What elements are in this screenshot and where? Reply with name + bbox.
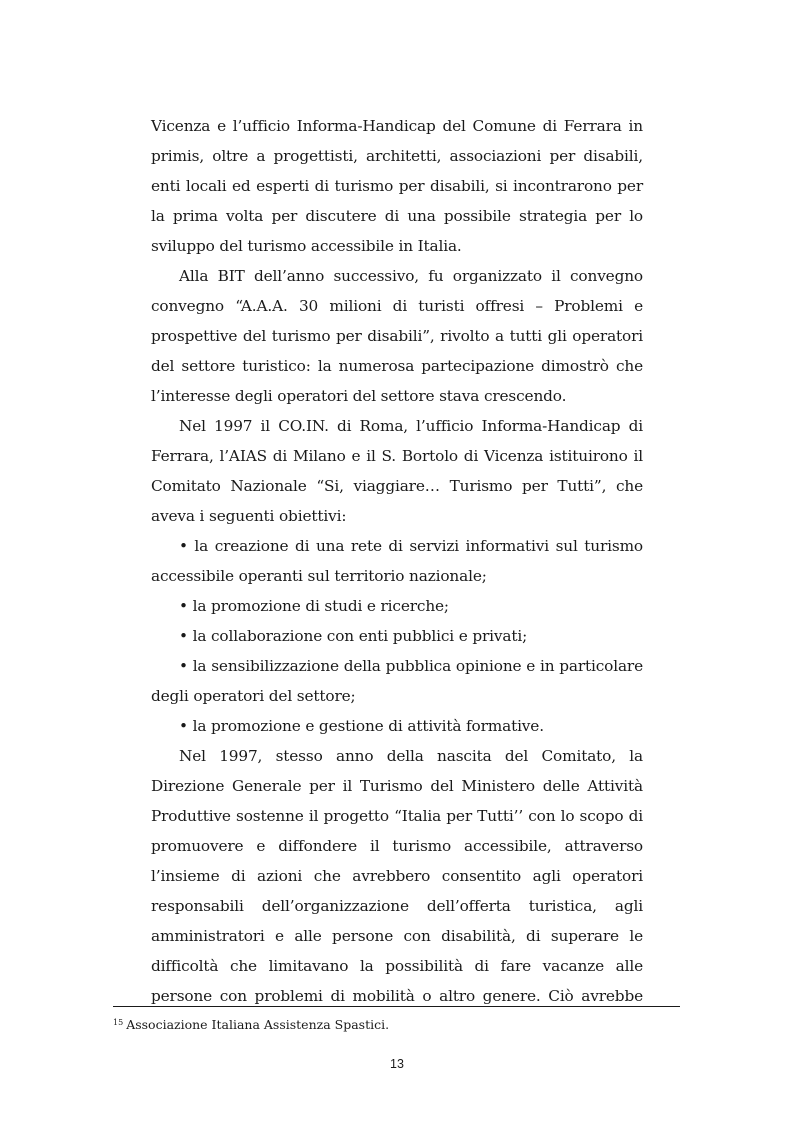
paragraph: Alla BIT dell’anno successivo, fu organizzato il convegno convegno “A.A.A. 30 milioni di turisti offresi – Problemi e prospettive del turismo per disabili”, rivolto a tutti gli operatori del settore turistico: la numerosa partecipazione dimostrò che l’interesse degli operatori del settore stava crescendo. [151, 267, 643, 405]
footnote [113, 1015, 389, 1033]
footnote-separator [113, 1006, 680, 1007]
bullet-item: • la sensibilizzazione della pubblica opinione e in particolare degli operatori del settore; [151, 657, 643, 705]
bullet-item: • la promozione e gestione di attività formative. [179, 717, 544, 735]
main-text [151, 111, 643, 1011]
paragraph: Nel 1997, stesso anno della nascita del Comitato, la Direzione Generale per il Turismo del Ministero delle Attività Produttive sostenne il progetto “Italia per Tutti’’ con lo scopo di promuovere e diffondere il turismo accessibile, attraverso l’insieme di azioni che avrebbero consentito agli operatori responsabili dell’organizzazione dell’offerta turistica, agli amministratori e alle persone con disabilità, di superare le difficoltà che limitavano la possibilità di fare vacanze alle persone con problemi di mobilità o altro genere. Ciò avrebbe [151, 747, 643, 1005]
bullet-item: • la collaborazione con enti pubblici e privati; [179, 627, 528, 645]
footnote-text: Associazione Italiana Assistenza Spastici. [126, 1017, 390, 1032]
footnote-number: 15 [113, 1018, 124, 1027]
paragraph: Nel 1997 il CO.IN. di Roma, l’ufficio Informa-Handicap di Ferrara, l’AIAS di Milano e il S. Bortolo di Vicenza istituirono il Comitato Nazionale “Si, viaggiare… Turismo per Tutti”, che aveva i seguenti obiettivi: [151, 417, 643, 525]
bullet-item: • la promozione di studi e ricerche; [179, 597, 449, 615]
paragraph: Vicenza e l’ufficio Informa-Handicap del Comune di Ferrara in primis, oltre a progettisti, architetti, associazioni per disabili, enti locali ed esperti di turismo per disabili, si incontrarono per la prima volta per discutere di una possibile strategia per lo sviluppo del turismo accessibile in Italia. [151, 117, 643, 255]
bullet-item: • la creazione di una rete di servizi informativi sul turismo accessibile operanti sul territorio nazionale; [151, 537, 643, 585]
page-number: 13 [390, 1057, 404, 1071]
